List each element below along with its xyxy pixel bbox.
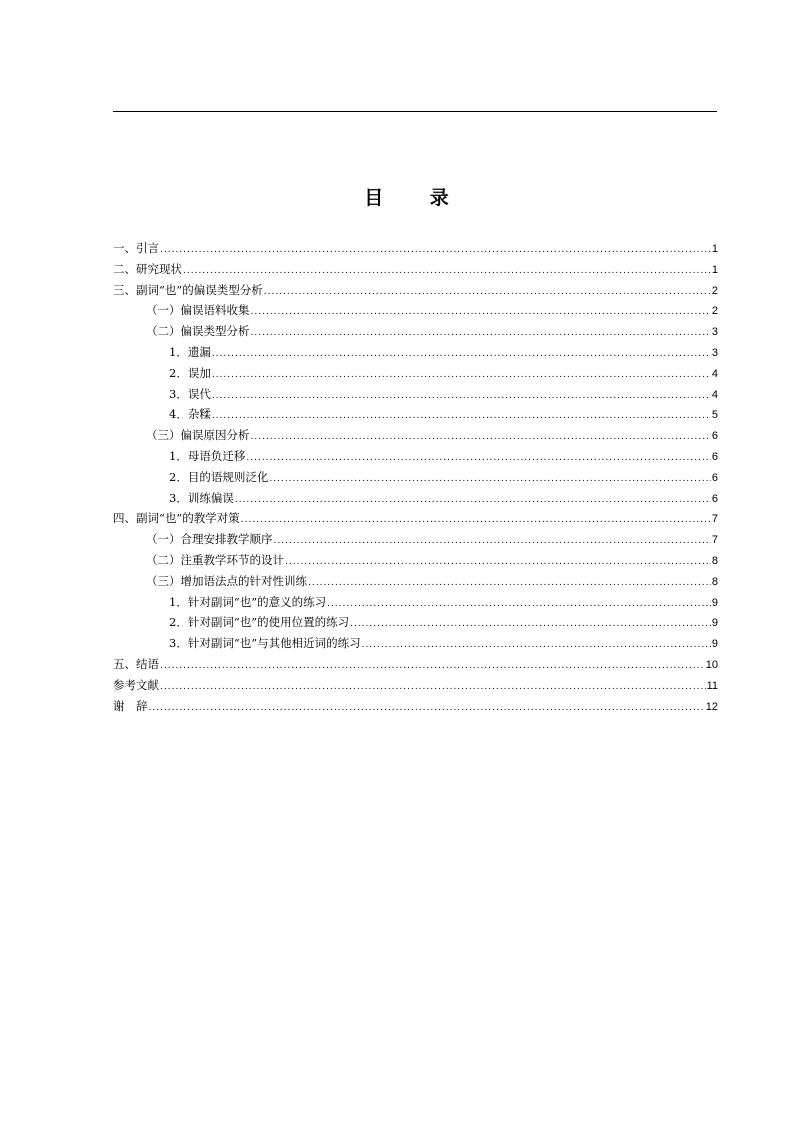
toc-entry[interactable] xyxy=(113,675,718,696)
toc-entry-page-number: 6 xyxy=(711,430,718,443)
toc-entry-page-number: 8 xyxy=(711,554,718,567)
toc-entry[interactable] xyxy=(113,467,718,488)
toc-entry[interactable] xyxy=(113,592,718,613)
toc-leader-dots xyxy=(246,448,711,469)
toc-entry-page-number: 6 xyxy=(711,450,718,463)
toc-leader-dots xyxy=(160,656,705,677)
toc-entry-label: 3．针对副词“也”与其他相近词的练习 xyxy=(169,636,361,651)
toc-entry-label: 五、结语 xyxy=(113,656,159,671)
toc-entry-page-number: 7 xyxy=(711,534,718,547)
toc-entry[interactable] xyxy=(113,654,718,675)
toc-leader-dots xyxy=(235,490,711,511)
toc-entry-page-number: 1 xyxy=(711,263,718,276)
toc-entry-page-number: 2 xyxy=(711,305,718,318)
toc-entry-label: （三）偏误原因分析 xyxy=(146,428,250,443)
toc-leader-dots xyxy=(212,365,711,386)
toc-entry-label: 2．针对副词“也”的使用位置的练习 xyxy=(169,615,350,630)
toc-entry-page-number: 12 xyxy=(705,700,718,713)
toc-entry-label: 参考文献 xyxy=(113,677,159,692)
toc-leader-dots xyxy=(264,282,711,303)
toc-leader-dots xyxy=(362,635,711,656)
toc-leader-dots xyxy=(160,240,711,261)
toc-entry[interactable] xyxy=(113,550,718,571)
table-of-contents xyxy=(113,238,718,716)
toc-leader-dots xyxy=(350,614,711,635)
toc-entry-label: 4．杂糅 xyxy=(169,407,211,422)
toc-entry-page-number: 7 xyxy=(711,513,718,526)
toc-entry[interactable] xyxy=(113,238,718,259)
toc-entry-page-number: 9 xyxy=(711,638,718,651)
toc-entry-label: 2．目的语规则泛化 xyxy=(169,469,269,484)
toc-entry-page-number: 9 xyxy=(711,617,718,630)
toc-entry-page-number: 3 xyxy=(711,346,718,359)
toc-leader-dots xyxy=(212,406,711,427)
toc-entry[interactable] xyxy=(113,363,718,384)
toc-entry[interactable] xyxy=(113,342,718,363)
toc-entry[interactable] xyxy=(113,696,718,717)
toc-entry-page-number: 4 xyxy=(711,367,718,380)
toc-entry-label: 四、副词“也”的教学对策 xyxy=(113,511,240,526)
toc-entry-label: 2．误加 xyxy=(169,365,211,380)
toc-entry-label: 三、副词“也”的偏误类型分析 xyxy=(113,282,263,297)
toc-entry-page-number: 3 xyxy=(711,326,718,339)
toc-leader-dots xyxy=(274,531,711,552)
toc-leader-dots xyxy=(212,386,711,407)
toc-leader-dots xyxy=(183,261,711,282)
toc-entry[interactable] xyxy=(113,446,718,467)
toc-entry-label: 1．针对副词“也”的意义的练习 xyxy=(169,594,327,609)
toc-leader-dots xyxy=(251,323,711,344)
toc-entry-page-number: 1 xyxy=(711,243,718,255)
header-rule xyxy=(113,111,717,112)
toc-leader-dots xyxy=(149,698,705,719)
toc-entry-page-number: 5 xyxy=(711,409,718,422)
toc-entry-page-number: 6 xyxy=(711,471,718,484)
toc-leader-dots xyxy=(285,552,711,573)
toc-entry-page-number: 6 xyxy=(711,492,718,505)
toc-leader-dots xyxy=(251,427,711,448)
toc-entry[interactable] xyxy=(113,571,718,592)
toc-entry-label: 1．母语负迁移 xyxy=(169,448,246,463)
toc-entry-page-number: 8 xyxy=(711,575,718,588)
toc-entry-page-number: 10 xyxy=(705,658,718,671)
toc-leader-dots xyxy=(160,677,706,698)
toc-leader-dots xyxy=(308,573,711,594)
toc-entry-page-number: 4 xyxy=(711,388,718,401)
toc-leader-dots xyxy=(241,510,711,531)
toc-entry-label: （一）偏误语料收集 xyxy=(146,303,250,318)
toc-entry[interactable] xyxy=(113,508,718,529)
toc-entry[interactable] xyxy=(113,259,718,280)
toc-entry-label: 二、研究现状 xyxy=(113,261,182,276)
toc-entry[interactable] xyxy=(113,321,718,342)
toc-entry-label: （三）增加语法点的针对性训练 xyxy=(146,573,307,588)
toc-entry[interactable] xyxy=(113,404,718,425)
toc-entry-label: 3．训练偏误 xyxy=(169,490,234,505)
toc-title: 目 录 xyxy=(364,187,469,209)
toc-leader-dots xyxy=(269,469,711,490)
toc-entry-page-number: 11 xyxy=(706,679,718,692)
toc-leader-dots xyxy=(251,302,711,323)
toc-entry-label: 谢 辞 xyxy=(113,698,148,713)
toc-entry[interactable] xyxy=(113,300,718,321)
toc-entry[interactable] xyxy=(113,529,718,550)
toc-leader-dots xyxy=(327,594,711,615)
toc-leader-dots xyxy=(212,344,711,365)
toc-entry[interactable] xyxy=(113,280,718,301)
toc-entry[interactable] xyxy=(113,425,718,446)
toc-entry-label: （一）合理安排教学顺序 xyxy=(146,532,273,547)
toc-entry[interactable] xyxy=(113,633,718,654)
toc-entry[interactable] xyxy=(113,612,718,633)
toc-entry-label: （二）注重教学环节的设计 xyxy=(146,552,284,567)
toc-entry-label: 3．误代 xyxy=(169,386,211,401)
toc-entry-page-number: 2 xyxy=(711,284,718,297)
toc-entry[interactable] xyxy=(113,488,718,509)
toc-entry-label: 一、引言 xyxy=(113,241,159,255)
toc-entry-label: 1．遗漏 xyxy=(169,344,211,359)
toc-entry[interactable] xyxy=(113,384,718,405)
toc-entry-page-number: 9 xyxy=(711,596,718,609)
toc-entry-label: （二）偏误类型分析 xyxy=(146,324,250,339)
